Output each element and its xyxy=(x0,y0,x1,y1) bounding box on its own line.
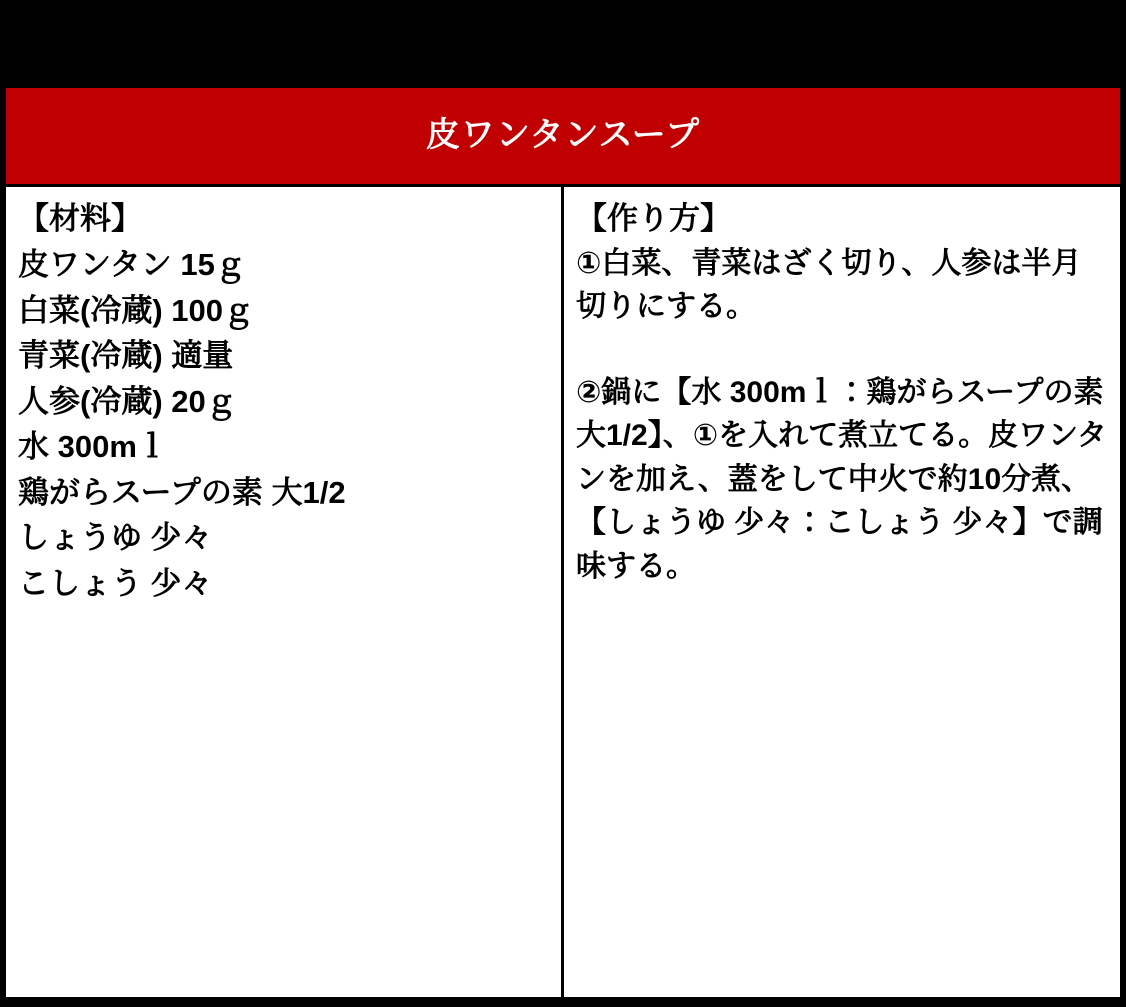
list-item: 水 300mｌ xyxy=(18,429,168,465)
top-black-band xyxy=(0,0,1126,88)
method-steps xyxy=(576,242,1110,589)
recipe-title-bar xyxy=(6,88,1120,184)
list-item: 鶏がらスープの素 大1/2 xyxy=(18,474,346,510)
recipe-columns xyxy=(6,187,1120,997)
list-item: ②鍋に【水 300mｌ：鶏がらスープの素 大1/2】、①を入れて煮立てる。皮ワンタンを加え、蓋をして中火で約10分煮、【しょうゆ 少々：こしょう 少々】で調味する。 xyxy=(576,375,1107,583)
list-item: こしょう 少々 xyxy=(18,565,213,601)
recipe-card xyxy=(3,88,1123,1000)
list-item: しょうゆ 少々 xyxy=(18,520,213,556)
page-title: 皮ワンタンスープ xyxy=(425,116,701,155)
list-item: 人参(冷蔵) 20ｇ xyxy=(18,383,237,419)
ingredients-list xyxy=(18,242,551,607)
list-item: 皮ワンタン 15ｇ xyxy=(18,246,246,282)
method-column xyxy=(564,187,1120,997)
ingredients-heading: 【材料】 xyxy=(18,201,142,236)
list-item: ①白菜、青菜はざく切り、人参は半月切りにする。 xyxy=(576,246,1082,324)
list-item: 青菜(冷蔵) 適量 xyxy=(18,338,234,374)
bottom-black-band xyxy=(0,1000,1126,1007)
ingredients-column xyxy=(6,187,564,997)
method-heading: 【作り方】 xyxy=(576,201,731,236)
list-item: 白菜(冷蔵) 100ｇ xyxy=(18,292,254,328)
